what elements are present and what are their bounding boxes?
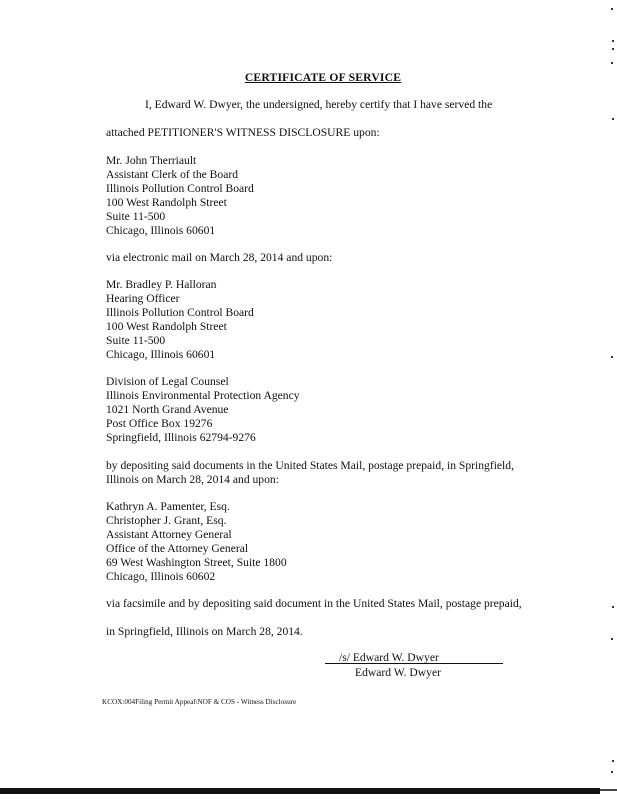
- address-line: Assistant Clerk of the Board: [106, 168, 239, 181]
- address-line: Division of Legal Counsel: [106, 375, 229, 388]
- scan-speck: [611, 62, 613, 64]
- address-line: Illinois Pollution Control Board: [106, 182, 254, 195]
- service-method-1: via electronic mail on March 28, 2014 and upon:: [106, 251, 333, 264]
- scan-speck: [612, 606, 614, 608]
- electronic-signature: /s/ Edward W. Dwyer: [339, 651, 439, 664]
- address-line: Chicago, Illinois 60601: [106, 224, 216, 237]
- address-line: Christopher J. Grant, Esq.: [106, 514, 227, 527]
- address-line: 100 West Randolph Street: [106, 196, 227, 209]
- footer-file-reference: KCOX:004Filing Permit Appeal\NOF & COS - Witness Disclosure: [102, 698, 297, 706]
- recipient-block-iepa: [106, 375, 300, 445]
- scan-edge-bar: [0, 788, 600, 794]
- address-line: Suite 11-500: [106, 210, 166, 223]
- address-line: Illinois Environmental Protection Agency: [106, 389, 300, 402]
- scan-speck: [611, 8, 613, 10]
- intro-line-1: I, Edward W. Dwyer, the undersigned, hereby certify that I have served the: [145, 98, 493, 111]
- address-line: Post Office Box 19276: [106, 417, 213, 430]
- recipient-block-hearing-officer: [106, 278, 254, 362]
- scan-speck: [612, 118, 614, 120]
- service-method-3-line-1: via facsimile and by depositing said document in the United States Mail, postage prepaid,: [106, 597, 522, 610]
- address-line: Hearing Officer: [106, 292, 180, 305]
- signer-name: Edward W. Dwyer: [355, 666, 441, 679]
- address-line: Mr. John Therriault: [106, 154, 197, 167]
- text-line: by depositing said documents in the United States Mail, postage prepaid, in Springfield,: [106, 459, 514, 472]
- address-line: 69 West Washington Street, Suite 1800: [106, 556, 287, 569]
- address-line: Chicago, Illinois 60601: [106, 348, 216, 361]
- scan-edge-bar: [600, 789, 617, 791]
- service-method-3-line-2: in Springfield, Illinois on March 28, 2014.: [106, 625, 303, 638]
- scan-speck: [612, 40, 614, 42]
- document-title: CERTIFICATE OF SERVICE: [244, 71, 402, 84]
- scan-speck: [611, 771, 613, 773]
- address-line: Illinois Pollution Control Board: [106, 306, 254, 319]
- address-line: Suite 11-500: [106, 334, 166, 347]
- recipient-block-board-clerk: [106, 154, 254, 238]
- address-line: 1021 North Grand Avenue: [106, 403, 229, 416]
- address-line: Chicago, Illinois 60602: [106, 570, 216, 583]
- scan-speck: [611, 638, 613, 640]
- address-line: Springfield, Illinois 62794-9276: [106, 431, 256, 444]
- service-method-2: [106, 459, 514, 487]
- address-line: Kathryn A. Pamenter, Esq.: [106, 500, 230, 513]
- scan-speck: [612, 48, 614, 50]
- scan-speck: [611, 356, 613, 358]
- recipient-block-attorney-general: [106, 500, 287, 584]
- text-line: Illinois on March 28, 2014 and upon:: [106, 473, 279, 486]
- address-line: Mr. Bradley P. Halloran: [106, 278, 217, 291]
- address-line: Office of the Attorney General: [106, 542, 249, 555]
- address-line: 100 West Randolph Street: [106, 320, 227, 333]
- scan-speck: [612, 760, 614, 762]
- intro-line-2: attached PETITIONER'S WITNESS DISCLOSURE upon:: [106, 126, 380, 139]
- address-line: Assistant Attorney General: [106, 528, 232, 541]
